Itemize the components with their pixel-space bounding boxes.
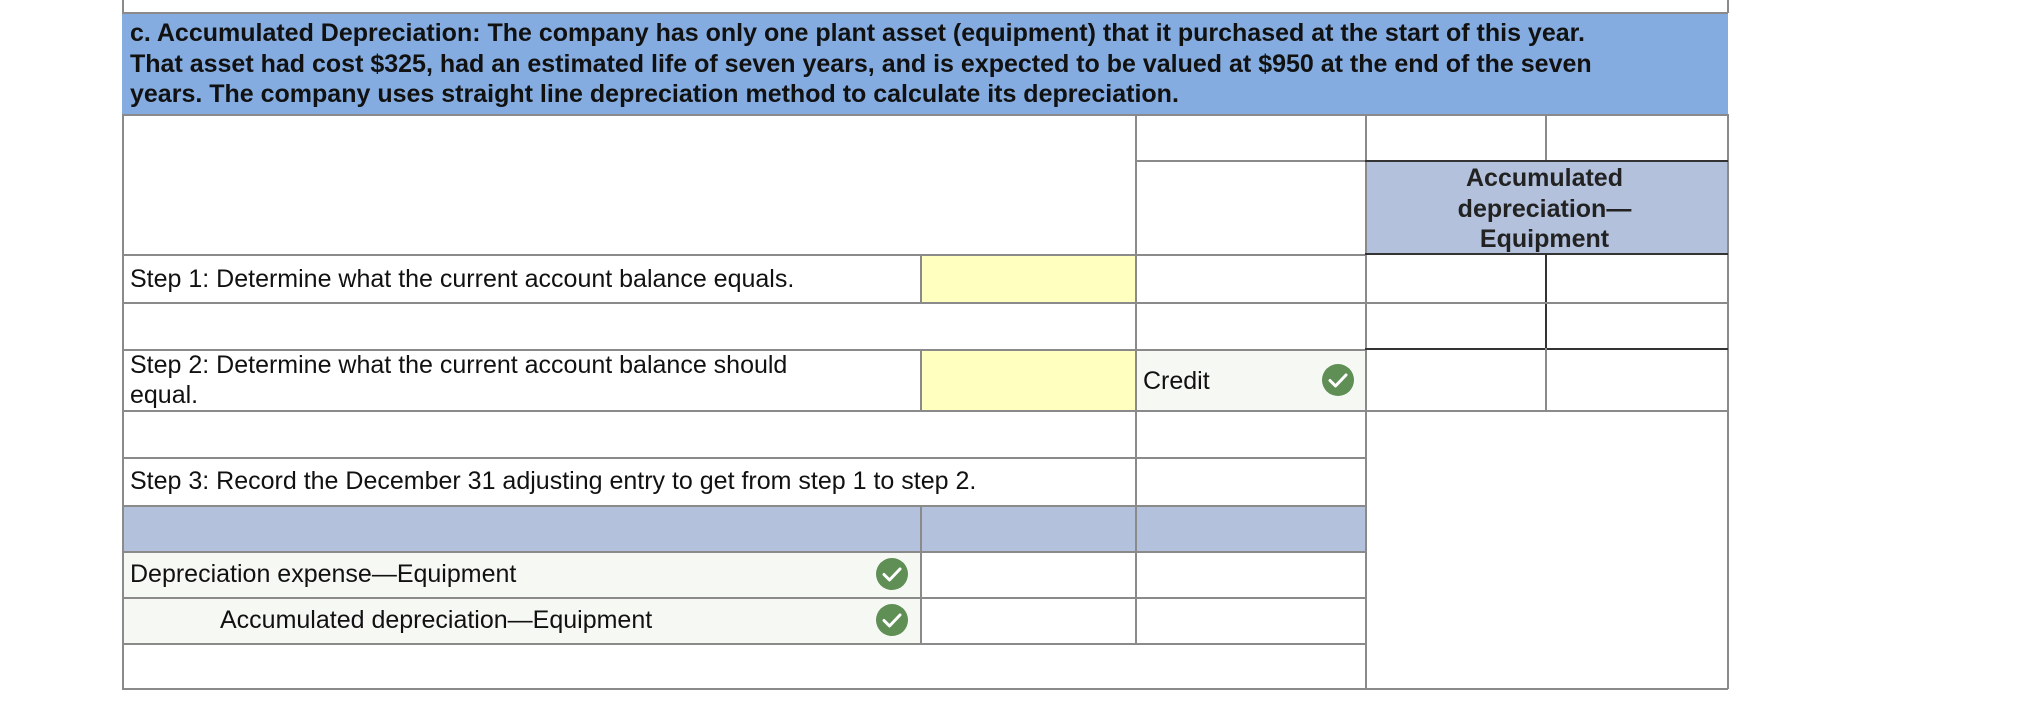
debit-account-name: Depreciation expense—Equipment: [130, 560, 517, 588]
header-line-3: years. The company uses straight line depreciation method to calculate its depreciation.: [130, 80, 1179, 108]
step3-label: Step 3: Record the December 31 adjusting entry to get from step 1 to step 2.: [130, 467, 977, 495]
step2-balance-type-value: Credit: [1143, 367, 1210, 395]
step1-label: Step 1: Determine what the current account balance equals.: [130, 265, 795, 293]
step2-balance-input[interactable]: [920, 349, 1135, 410]
step1-balance-input[interactable]: [920, 254, 1135, 302]
problem-header-text: [130, 18, 1720, 110]
debit-credit-amount-input[interactable]: [1135, 551, 1365, 597]
t-account-credit-cell[interactable]: [1545, 254, 1727, 302]
check-circle-icon: [876, 558, 908, 590]
credit-debit-amount-input[interactable]: [920, 597, 1135, 643]
t-account-credit-cell[interactable]: [1545, 349, 1727, 410]
journal-header-row: [122, 505, 1365, 551]
credit-account-name: Accumulated depreciation—Equipment: [220, 606, 653, 634]
t-account-debit-cell[interactable]: [1365, 254, 1545, 302]
check-circle-icon: [876, 604, 908, 636]
check-circle-icon: [1322, 364, 1354, 396]
header-line-1: c. Accumulated Depreciation: The company has only one plant asset (equipment) that it purchased at the start of this year.: [130, 19, 1585, 47]
t-account-debit-cell[interactable]: [1365, 349, 1545, 410]
debit-amount-input[interactable]: [920, 551, 1135, 597]
t-account-title: Accumulated depreciation— Equipment: [1457, 164, 1632, 253]
step2-label: Step 2: Determine what the current account balance should equal.: [130, 351, 788, 409]
header-line-2: That asset had cost $325, had an estimated life of seven years, and is expected to be valued at $950 at the end of the seven: [130, 49, 1592, 78]
credit-amount-input[interactable]: [1135, 597, 1365, 643]
